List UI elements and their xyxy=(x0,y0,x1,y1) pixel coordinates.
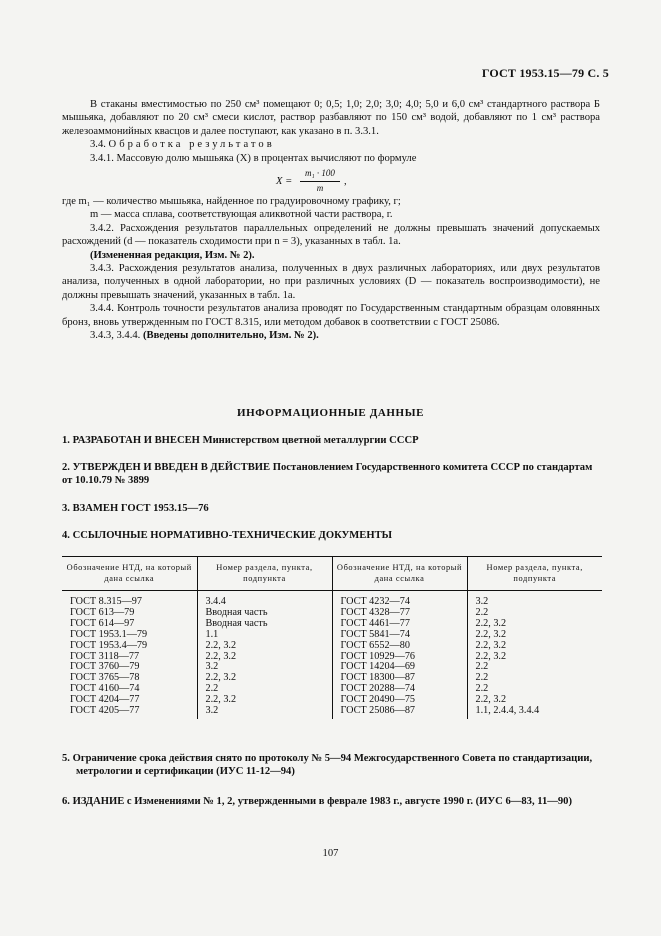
table-cell: ГОСТ 10929—76 xyxy=(332,652,467,663)
formula-comma: , xyxy=(344,176,347,188)
info-section-title: ИНФОРМАЦИОННЫЕ ДАННЫЕ xyxy=(236,407,425,419)
table-cell: 1.1 xyxy=(197,630,332,641)
formula-denominator: m xyxy=(316,183,324,194)
referenced-documents-table xyxy=(62,556,602,719)
table-row xyxy=(62,706,602,719)
table-cell: 2.2, 3.2 xyxy=(467,619,602,630)
table-cell: 2.2, 3.2 xyxy=(197,652,332,663)
table-cell: ГОСТ 3765—78 xyxy=(70,672,140,684)
table-cell: 2.2 xyxy=(467,684,602,695)
table-cell: ГОСТ 1953.1—79 xyxy=(70,628,148,640)
table-cell: 2.2, 3.2 xyxy=(197,673,332,684)
amendment-note-2-ref: 3.4.3, 3.4.4. xyxy=(90,330,141,342)
table-cell: ГОСТ 8.315—97 xyxy=(70,596,142,607)
header-ntd-designation-2: Обозначение НТД, на который дана ссылка xyxy=(332,557,467,591)
paragraph-3-4-1: 3.4.1. Массовую долю мышьяка (X) в процентах вычисляют по формуле xyxy=(90,152,417,164)
formula-numerator: m₁ · 100 xyxy=(300,167,340,182)
table-row xyxy=(62,591,602,608)
table-cell: Вводная часть xyxy=(197,608,332,619)
table-cell: ГОСТ 6552—80 xyxy=(332,641,467,652)
table-cell: 3.2 xyxy=(197,662,332,673)
info-item-1: 1. РАЗРАБОТАН И ВНЕСЕН Министерством цветной металлургии СССР xyxy=(62,435,419,446)
table-cell: 2.2, 3.2 xyxy=(467,641,602,652)
table-cell: 2.2, 3.2 xyxy=(197,641,332,652)
table-cell: ГОСТ 4232—74 xyxy=(332,591,467,608)
table-row xyxy=(62,641,602,652)
table-cell: 2.2 xyxy=(467,662,602,673)
table-cell: 1.1, 2.4.4, 3.4.4 xyxy=(467,706,602,719)
table-row xyxy=(62,652,602,663)
info-item-4: 4. ССЫЛОЧНЫЕ НОРМАТИВНО-ТЕХНИЧЕСКИЕ ДОКУМЕНТЫ xyxy=(62,530,393,541)
table-cell: ГОСТ 613—79 xyxy=(70,606,135,618)
table-row xyxy=(62,608,602,619)
table-row xyxy=(62,684,602,695)
section-3-4-heading xyxy=(62,138,600,151)
table-cell: ГОСТ 3760—79 xyxy=(70,661,140,673)
amendment-note-2-text: (Введены дополнительно, Изм. № 2). xyxy=(142,330,319,342)
table-cell: ГОСТ 20288—74 xyxy=(332,684,467,695)
table-cell: ГОСТ 1953.4—79 xyxy=(70,639,148,651)
amendment-note-1: (Измененная редакция, Изм. № 2). xyxy=(90,249,255,261)
table-row xyxy=(62,673,602,684)
table-cell: 2.2, 3.2 xyxy=(467,695,602,706)
table-row xyxy=(62,662,602,673)
table-cell: 3.2 xyxy=(467,591,602,608)
table-cell: 2.2, 3.2 xyxy=(467,652,602,663)
arsenic-formula xyxy=(62,167,600,193)
paragraph-standard-solution: В стаканы вместимостью по 250 см³ помещают 0; 0,5; 1,0; 2,0; 3,0; 4,0; 5,0 и 6,0 см³ стандартного раствора Б мышьяка, добавляют по 20 см³ смеси кислот, раствор разбавляют по 150 см³ водой, добавляют по 1 см³ раствора железоаммонийных квасцов и далее поступают, как указано в п. 3.3.1. xyxy=(62,99,600,137)
table-row xyxy=(62,630,602,641)
paragraph-3-4-2: 3.4.2. Расхождения результатов параллельных определений не должны превышать значений допускаемых расхождений (d — показатель сходимости при n = 3), указанных в табл. 1а. xyxy=(62,222,600,248)
table-body xyxy=(62,591,602,719)
formula-lhs: X = xyxy=(276,176,293,188)
table-cell: ГОСТ 25086—87 xyxy=(332,706,467,719)
amendment-note-2 xyxy=(62,329,600,342)
paragraph-3-4-3: 3.4.3. Расхождения результатов анализа, полученных в двух различных лабораториях, или двух результатов анализа, полученных в одной лаборатории, но при различных условиях (D — показатель воспроизводимости), не должны превышать значений, указанных в табл. 1а. xyxy=(62,263,600,301)
header-ntd-designation-1: Обозначение НТД, на который дана ссылка xyxy=(62,557,197,591)
table-cell: 2.2, 3.2 xyxy=(197,695,332,706)
section-number: 3.4. xyxy=(90,139,106,151)
section-title: Обработка результатов xyxy=(108,139,275,151)
info-item-3: 3. ВЗАМЕН ГОСТ 1953.15—76 xyxy=(62,503,209,514)
table-cell: ГОСТ 20490—75 xyxy=(332,695,467,706)
page-header: ГОСТ 1953.15—79 С. 5 xyxy=(481,66,609,80)
table-cell: 2.2 xyxy=(467,608,602,619)
table-cell: 3.2 xyxy=(197,706,332,719)
table-cell: ГОСТ 4328—77 xyxy=(332,608,467,619)
table-cell: Вводная часть xyxy=(197,619,332,630)
info-item-2-text: 2. УТВЕРЖДЕН И ВВЕДЕН В ДЕЙСТВИЕ Постановлением Государственного комитета СССР по стандартам от 10.10.79 № 3899 xyxy=(62,462,593,486)
table-cell: 3.4.4 xyxy=(197,591,332,608)
table-cell: 2.2 xyxy=(197,684,332,695)
table-cell: ГОСТ 18300—87 xyxy=(332,673,467,684)
info-item-2 xyxy=(62,461,602,487)
header-section-number-2: Номер раздела, пункта, подпункта xyxy=(467,557,602,591)
paragraph-3-4-4: 3.4.4. Контроль точности результатов анализа проводят по Государственным стандартным образцам оловянных бронз, вновь утвержденным по ГОСТ 8.315, или методом добавок в соответствии с ГОСТ 25086. xyxy=(62,303,600,328)
page-number: 107 xyxy=(322,848,339,859)
table-cell: ГОСТ 14204—69 xyxy=(332,662,467,673)
table-cell: ГОСТ 614—97 xyxy=(70,617,135,629)
table-cell: ГОСТ 3118—77 xyxy=(70,650,140,662)
formula-fraction xyxy=(300,167,340,196)
table-header-row xyxy=(62,557,602,591)
header-section-number-1: Номер раздела, пункта, подпункта xyxy=(197,557,332,591)
method-text xyxy=(62,98,600,343)
table-cell: ГОСТ 4205—77 xyxy=(70,705,140,717)
info-item-6: 6. ИЗДАНИЕ с Изменениями № 1, 2, утвержденными в феврале 1983 г., августе 1990 г. (ИУС 6—83, 11—90) xyxy=(62,796,572,807)
where-line-2: m — масса сплава, соответствующая аликвотной части раствора, г. xyxy=(90,209,393,221)
table-cell: ГОСТ 4204—77 xyxy=(70,694,140,706)
where-line-1: где m₁ — количество мышьяка, найденное по градуировочному графику, г; xyxy=(62,196,401,208)
table-cell: ГОСТ 4461—77 xyxy=(332,619,467,630)
table-cell: ГОСТ 5841—74 xyxy=(332,630,467,641)
info-item-5: 5. Ограничение срока действия снято по протоколу № 5—94 Межгосударственного Совета по стандартизации, метрологии и сертификации (ИУС 11-12—94) xyxy=(62,753,593,777)
table-cell: 2.2, 3.2 xyxy=(467,630,602,641)
table-cell: ГОСТ 4160—74 xyxy=(70,683,140,695)
table-cell: 2.2 xyxy=(467,673,602,684)
